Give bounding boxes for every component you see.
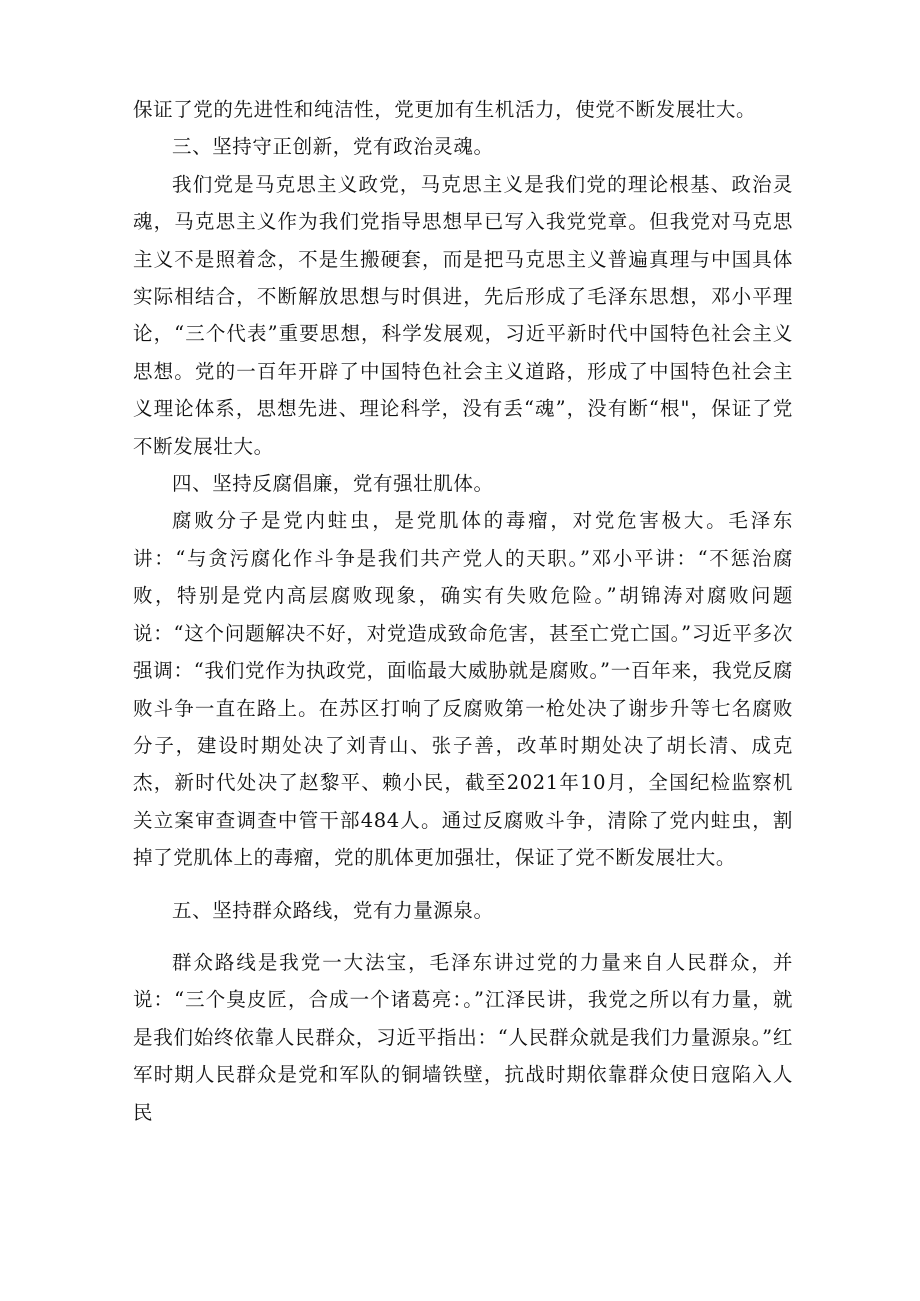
paragraph-continuation: 保证了党的先进性和纯洁性，党更加有生机活力，使党不断发展壮大。 [133, 98, 757, 121]
section-heading-five: 五、坚持群众路线，党有力量源泉。 [172, 898, 494, 922]
section-heading-three: 三、坚持守正创新，党有政治灵魂。 [172, 135, 494, 159]
document-body [133, 91, 793, 1131]
paragraph-anti-corruption: 腐败分子是党内蛀虫，是党肌体的毒瘤，对党危害极大。毛泽东讲：“与贪污腐化作斗争是我们共产党人的天职。”邓小平讲：“不惩治腐败，特别是党内高层腐败现象，确实有失败危险。”胡锦涛对腐败问题说：“这个问题解决不好，对党造成致命危害，甚至亡党亡国。”习近平多次强调：“我们党作为执政党，面临最大威胁就是腐败。”一百年来，我党反腐败斗争一直在路上。在苏区打响了反腐败第一枪处决了谢步升等七名腐败分子，建设时期处决了刘青山、张子善，改革时期处决了胡长清、成克杰，新时代处决了赵黎平、赖小民，截至2021年10月，全国纪检监察机关立案审查调查中管干部484人。通过反腐败斗争，清除了党内蛀虫，割掉了党肌体上的毒瘤，党的肌体更加强壮，保证了党不断发展壮大。 [133, 509, 793, 870]
section-heading-four: 四、坚持反腐倡廉，党有强壮肌体。 [172, 472, 494, 496]
paragraph-marxism: 我们党是马克思主义政党，马克思主义是我们党的理论根基、政治灵魂，马克思主义作为我们党指导思想早已写入我党党章。但我党对马克思主义不是照着念，不是生搬硬套，而是把马克思主义普遍真理与中国具体实际相结合，不断解放思想与时俱进，先后形成了毛泽东思想，邓小平理论，“三个代表”重要思想，科学发展观，习近平新时代中国特色社会主义思想。党的一百年开辟了中国特色社会主义道路，形成了中国特色社会主义理论体系，思想先进、理论科学，没有丢“魂”，没有断“根"，保证了党不断发展壮大。 [133, 172, 793, 458]
paragraph-mass-line: 群众路线是我党一大法宝，毛泽东讲过党的力量来自人民群众，并说：“三个臭皮匠，合成一个诸葛亮：。”江泽民讲，我党之所以有力量，就是我们始终依靠人民群众，习近平指出：“人民群众就是我们力量源泉。”红军时期人民群众是党和军队的铜墙铁壁，抗战时期依靠群众使日寇陷入人民 [133, 950, 793, 1124]
